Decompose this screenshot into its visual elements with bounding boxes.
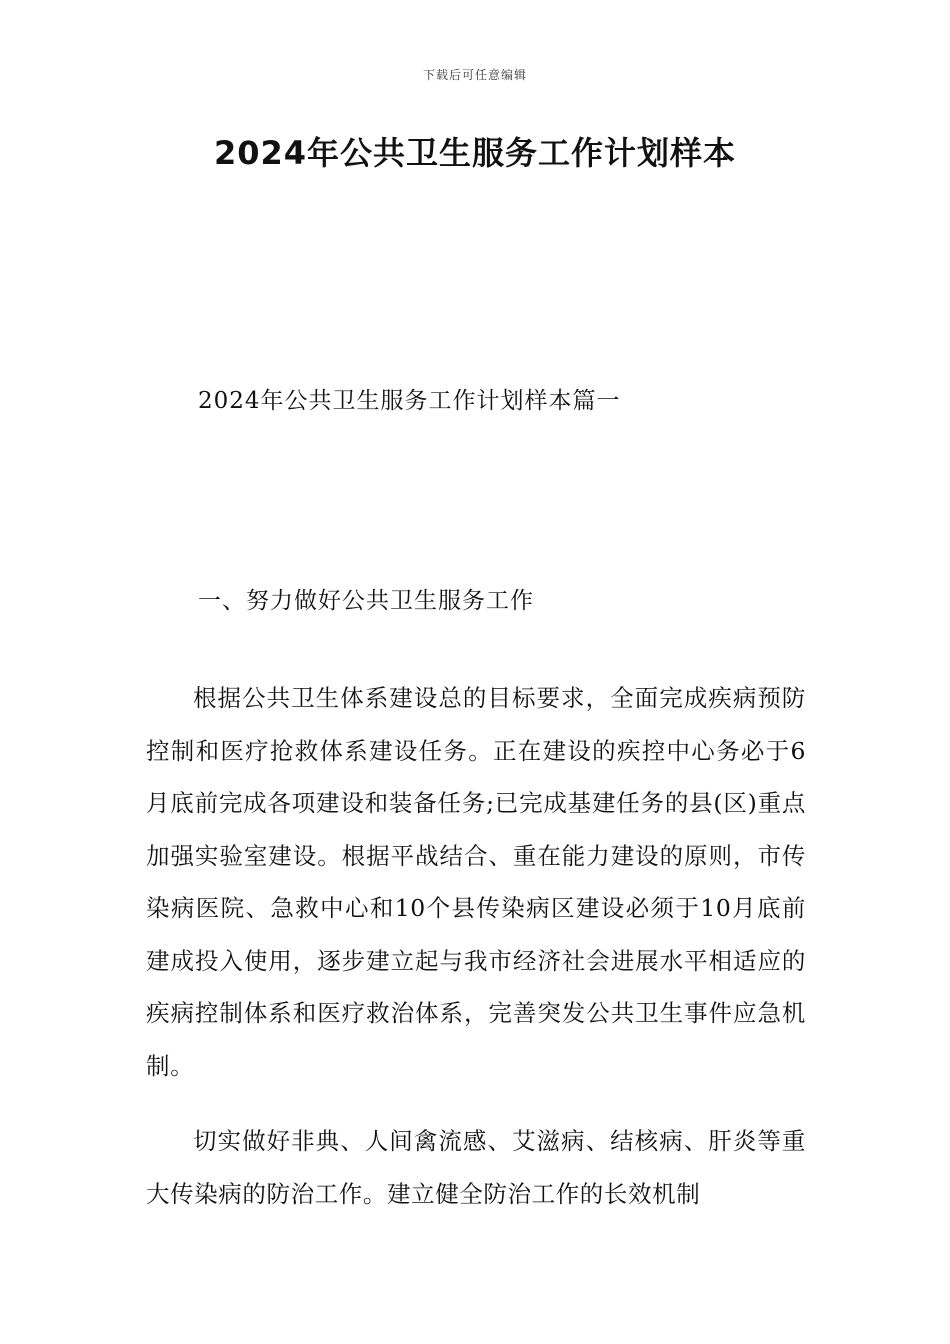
page-header-note: 下载后可任意编辑 <box>422 68 527 82</box>
document-title: 2024年公共卫生服务工作计划样本 <box>213 134 737 172</box>
document-subtitle: 2024年公共卫生服务工作计划样本篇一 <box>198 388 621 414</box>
body-paragraph: 根据公共卫生体系建设总的目标要求，全面完成疾病预防控制和医疗抢救体系建设任务。正在建设的疾控中心务必于6月底前完成各项建设和装备任务;已完成基建任务的县(区)重点加强实验室建设。根据平战结合、重在能力建设的原则，市传染病医院、急救中心和10个县传染病区建设必须于10月底前建成投入使用，逐步建立起与我市经济社会进展水平相适应的疾病控制体系和医疗救治体系，完善突发公共卫生事件应急机制。 <box>146 684 806 1080</box>
section-heading: 一、努力做好公共卫生服务工作 <box>198 588 534 614</box>
body-paragraph: 切实做好非典、人间禽流感、艾滋病、结核病、肝炎等重大传染病的防治工作。建立健全防治工作的长效机制 <box>146 1127 806 1208</box>
